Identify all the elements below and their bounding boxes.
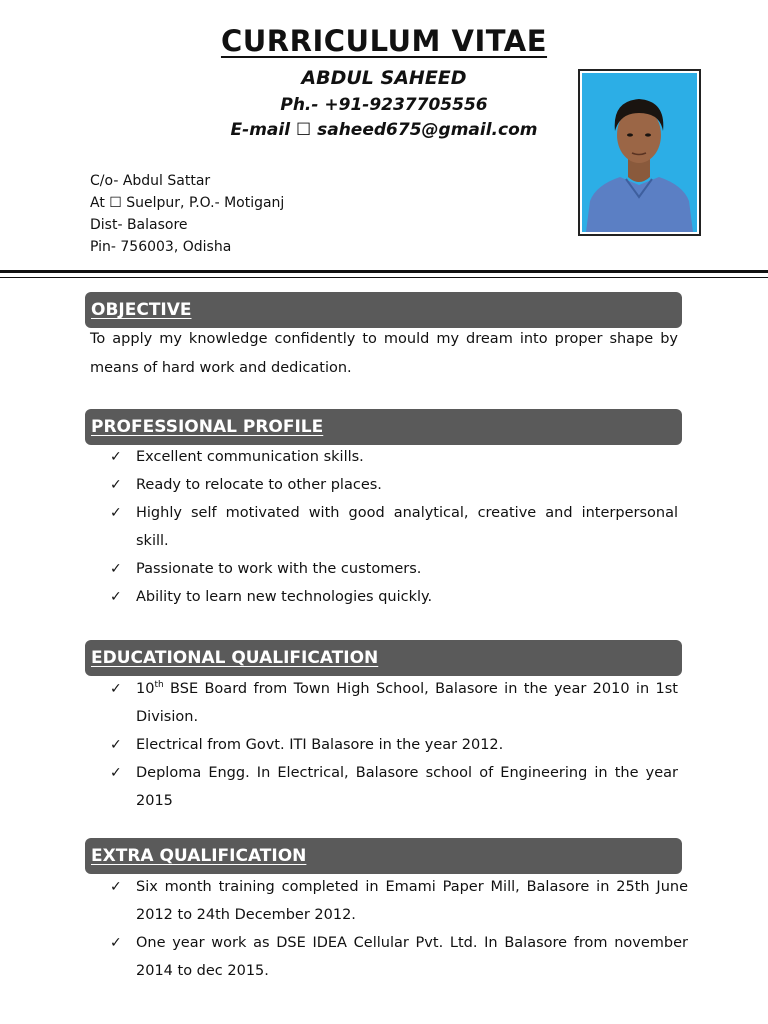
- education-list: [110, 675, 678, 815]
- phone-number: Ph.- +91-9237705556: [280, 95, 488, 115]
- postal-address: [90, 170, 284, 258]
- section-heading-educational-qualification: EDUCATIONAL QUALIFICATION: [85, 640, 682, 676]
- section-heading-objective: OBJECTIVE: [85, 292, 682, 328]
- checkmark-icon: ✓: [110, 561, 122, 577]
- list-item: ✓ Ready to relocate to other places.: [110, 471, 678, 499]
- checkmark-icon: ✓: [110, 765, 122, 781]
- checkmark-icon: ✓: [110, 477, 122, 493]
- address-line: Dist- Balasore: [90, 217, 188, 233]
- checkmark-icon: ✓: [110, 879, 122, 895]
- list-item: ✓ Passionate to work with the customers.: [110, 555, 678, 583]
- checkmark-icon: ✓: [110, 505, 122, 521]
- list-item: ✓ Deploma Engg. In Electrical, Balasore school of Engineering in the year 2015: [110, 759, 678, 815]
- header-divider: [0, 270, 768, 273]
- checkmark-icon: ✓: [110, 449, 122, 465]
- candidate-name: ABDUL SAHEED: [301, 67, 467, 89]
- checkmark-icon: ✓: [110, 935, 122, 951]
- list-item: ✓ One year work as DSE IDEA Cellular Pvt. Ltd. In Balasore from november 2014 to dec 2015.: [110, 929, 688, 985]
- list-item: ✓ Electrical from Govt. ITI Balasore in the year 2012.: [110, 731, 678, 759]
- document-title: CURRICULUM VITAE: [220, 24, 548, 58]
- address-line: C/o- Abdul Sattar: [90, 173, 211, 189]
- section-heading-extra-qualification: EXTRA QUALIFICATION: [85, 838, 682, 874]
- profile-photo-icon: [582, 73, 697, 232]
- list-item: ✓ Ability to learn new technologies quickly.: [110, 583, 678, 611]
- checkmark-icon: ✓: [110, 737, 122, 753]
- list-item: ✓ Excellent communication skills.: [110, 443, 678, 471]
- header-divider-thin: [0, 277, 768, 278]
- list-item: ✓ Six month training completed in Emami Paper Mill, Balasore in 25th June 2012 to 24th December 2012.: [110, 873, 688, 929]
- list-item: ✓ Highly self motivated with good analytical, creative and interpersonal skill.: [110, 499, 678, 555]
- profile-photo: [578, 69, 701, 236]
- section-heading-professional-profile: PROFESSIONAL PROFILE: [85, 409, 682, 445]
- address-line: At ☐ Suelpur, P.O.- Motiganj: [90, 195, 285, 211]
- list-item: ✓ 10th BSE Board from Town High School, Balasore in the year 2010 in 1st Division.: [110, 675, 678, 731]
- address-line: Pin- 756003, Odisha: [90, 239, 232, 255]
- checkmark-icon: ✓: [110, 681, 122, 697]
- checkmark-icon: ✓: [110, 589, 122, 605]
- email-address: E-mail ☐ saheed675@gmail.com: [230, 120, 538, 140]
- profile-list: [110, 443, 678, 611]
- objective-text: To apply my knowledge confidently to mould my dream into proper shape by means of hard work and dedication.: [90, 331, 678, 376]
- extra-qualification-list: [110, 873, 688, 985]
